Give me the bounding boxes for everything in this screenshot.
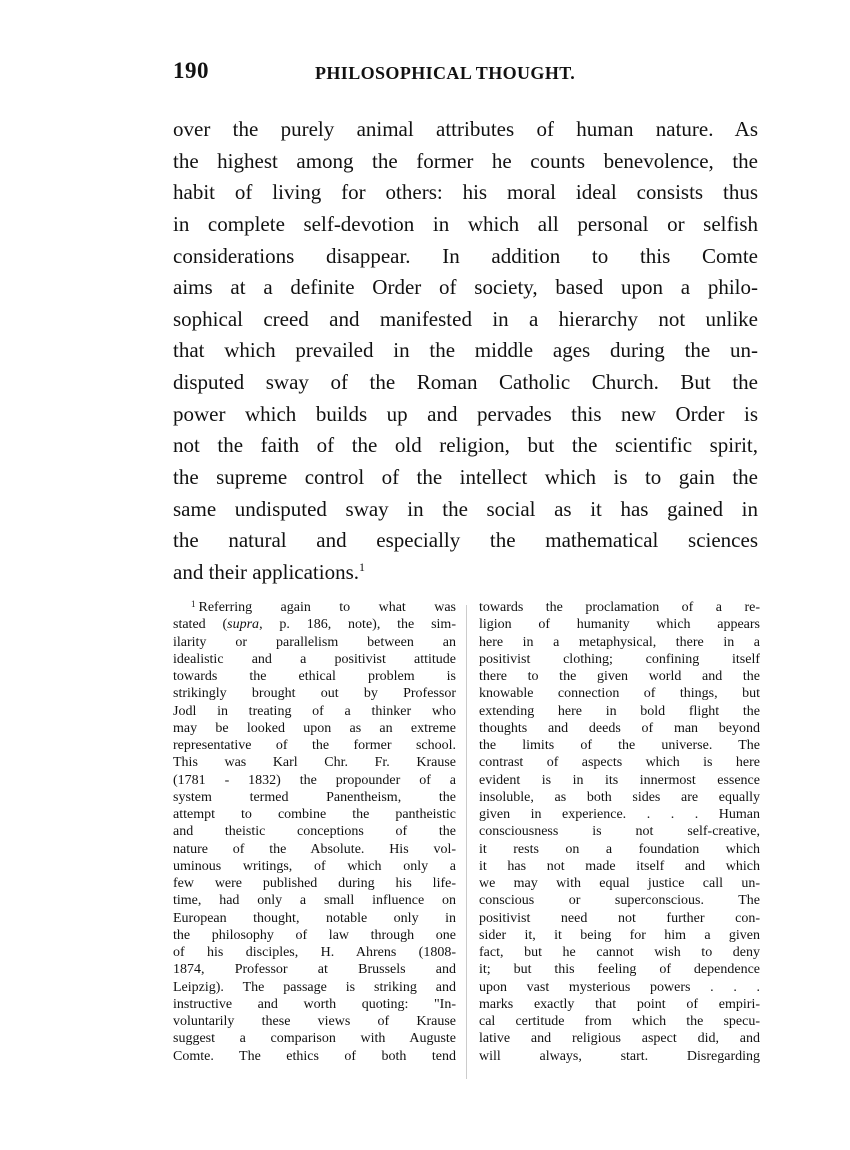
footnote-section — [173, 599, 758, 1089]
footnote-line: towards the ethical problem is — [173, 669, 456, 684]
footnote-line: towards the proclamation of a re- — [479, 600, 760, 615]
footnote-line — [173, 616, 456, 633]
running-head: PHILOSOPHICAL THOUGHT. — [315, 63, 576, 83]
body-text-line: sophical creed and manifested in a hierarchy not unlike — [173, 306, 758, 331]
body-text-line: same undisputed sway in the social as it has gained in — [173, 496, 758, 521]
footnote-line: upon vast mysterious powers . . . — [479, 979, 760, 995]
footnote-line: sider it, it being for him a given — [479, 927, 760, 943]
footnote-line: we may with equal justice call un- — [479, 876, 760, 891]
footnote-line: consciousness is not self-creative, — [479, 824, 760, 840]
footnote-line: extending here in bold flight the — [479, 703, 760, 719]
footnote-line-text: Referring again to what was — [198, 600, 456, 615]
footnote-line: Comte. The ethics of both tend — [173, 1048, 456, 1064]
footnote-line — [173, 599, 456, 616]
body-text-line: in complete self-devotion in which all personal or selfish — [173, 211, 758, 236]
body-text-line: the supreme control of the intellect which is to gain the — [173, 465, 758, 490]
footnote-line: (1781 - 1832) the propounder of a — [173, 772, 456, 788]
footnote-line: Leipzig). The passage is striking and — [173, 979, 456, 995]
footnote-line: contrast of aspects which is here — [479, 755, 760, 771]
footnote-line: attempt to combine the pantheistic — [173, 807, 456, 822]
body-text-line: the highest among the former he counts benevolence, the — [173, 148, 758, 173]
footnote-line: idealistic and a positivist attitude — [173, 651, 456, 667]
footnote-line: instructive and worth quoting: "In- — [173, 996, 456, 1012]
footnote-line: voluntarily these views of Krause — [173, 1014, 456, 1029]
body-text-line: considerations disappear. In addition to this Comte — [173, 243, 758, 268]
footnote-line: will always, start. Disregarding — [479, 1048, 760, 1064]
footnote-line: positivist need not further con- — [479, 910, 760, 926]
footnote-mark: 1 — [191, 599, 196, 609]
body-text-line: habit of living for others: his moral ideal consists thus — [173, 180, 758, 205]
page-header — [173, 58, 756, 88]
body-text-line: disputed sway of the Roman Catholic Church. But the — [173, 370, 758, 395]
footnote-line: ligion of humanity which appears — [479, 617, 760, 633]
body-text-line: the natural and especially the mathematical sciences — [173, 528, 758, 553]
footnote-reference: 1 — [359, 559, 366, 574]
footnote-line: here in a metaphysical, there in a — [479, 634, 760, 650]
footnote-line: given in experience. . . . Human — [479, 807, 760, 822]
footnote-line: lative and religious aspect did, and — [479, 1031, 760, 1047]
footnote-line: This was Karl Chr. Fr. Krause — [173, 755, 456, 771]
footnote-line: strikingly brought out by Professor — [173, 686, 456, 702]
footnote-line: the limits of the universe. The — [479, 738, 760, 753]
footnote-line: 1874, Professor at Brussels and — [173, 962, 456, 978]
footnote-left-column — [173, 599, 456, 1065]
footnote-line: insoluble, as both sides are equally — [479, 789, 760, 805]
footnote-line: marks exactly that point of empiri- — [479, 996, 760, 1012]
footnote-line: it rests on a foundation which — [479, 841, 760, 857]
body-text-final-line — [173, 557, 758, 589]
footnote-line: the philosophy of law through one — [173, 927, 456, 943]
footnote-line: European thought, notable only in — [173, 910, 456, 926]
footnote-line: may be looked upon as an extreme — [173, 720, 456, 736]
body-text-line: power which builds up and pervades this new Order is — [173, 401, 758, 426]
footnote-line: ilarity or parallelism between an — [173, 634, 456, 650]
main-text — [173, 114, 758, 589]
footnote-line: it has not made itself and which — [479, 858, 760, 874]
page-number: 190 — [173, 58, 209, 83]
footnote-line: fact, but he cannot wish to deny — [479, 945, 760, 960]
footnote-column-divider — [466, 605, 467, 1079]
body-text-line: over the purely animal attributes of human nature. As — [173, 117, 758, 141]
footnote-italic-word: supra — [227, 617, 260, 633]
footnote-line: positivist clothing; confining itself — [479, 651, 760, 667]
footnote-line: system termed Panentheism, the — [173, 789, 456, 805]
footnote-line: time, had only a small influence on — [173, 893, 456, 909]
body-text-line: that which prevailed in the middle ages during the un- — [173, 338, 758, 363]
footnote-line-text: stated ( — [173, 617, 228, 633]
footnote-line: uminous writings, of which only a — [173, 858, 456, 874]
footnote-right-column — [479, 599, 760, 1065]
footnote-line: it; but this feeling of dependence — [479, 962, 760, 978]
body-text-final-line-text: and their applications. — [173, 559, 360, 584]
footnote-line: conscious or superconscious. The — [479, 893, 760, 909]
footnote-line: evident is in its innermost essence — [479, 772, 760, 788]
body-text-line: not the faith of the old religion, but the scientific spirit, — [173, 433, 758, 458]
footnote-line: knowable connection of things, but — [479, 686, 760, 702]
footnote-line: Jodl in treating of a thinker who — [173, 703, 456, 719]
footnote-line: few were published during his life- — [173, 876, 456, 891]
footnote-line: of his disciples, H. Ahrens (1808- — [173, 945, 456, 960]
footnote-line-text: , p. 186, note), the sim- — [259, 617, 456, 633]
footnote-line: representative of the former school. — [173, 738, 456, 753]
body-text-line: aims at a definite Order of society, based upon a philo- — [173, 275, 758, 300]
footnote-line: nature of the Absolute. His vol- — [173, 841, 456, 857]
footnote-line: there to the given world and the — [479, 669, 760, 684]
footnote-line: cal certitude from which the specu- — [479, 1014, 760, 1029]
footnote-line: thoughts and deeds of man beyond — [479, 720, 760, 736]
footnote-line: suggest a comparison with Auguste — [173, 1031, 456, 1047]
footnote-line: and theistic conceptions of the — [173, 824, 456, 840]
